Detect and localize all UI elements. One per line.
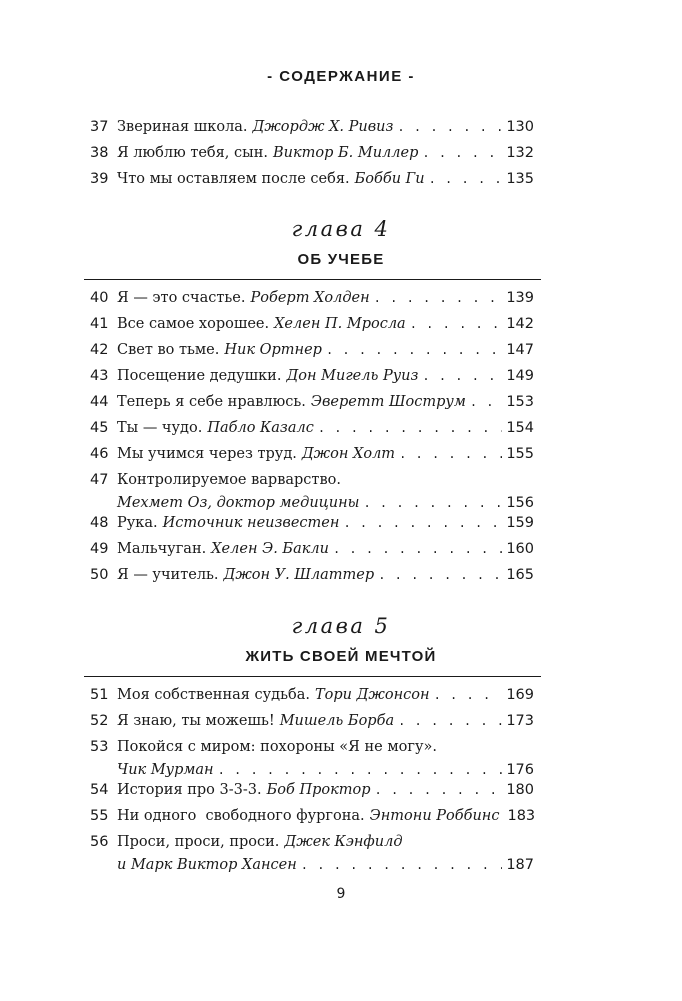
entry-page: 130 — [506, 119, 534, 135]
entry-page: 153 — [506, 394, 534, 410]
entry-page: 187 — [506, 857, 534, 873]
entry-number: 41 — [90, 316, 109, 332]
dot-leader — [422, 367, 502, 385]
entry-page: 173 — [506, 713, 534, 729]
entry-author: Боб Проктор — [266, 782, 371, 798]
entry-author-continued: и Марк Виктор Хансен — [117, 857, 297, 873]
entry-page: 155 — [506, 446, 534, 462]
entry-number: 54 — [90, 782, 109, 798]
entry-number: 40 — [90, 290, 109, 306]
entry-author: Источник неизвестен — [162, 515, 340, 531]
dot-leader — [397, 118, 502, 136]
entry-page: 154 — [506, 420, 534, 436]
toc-entry-56[interactable] — [90, 833, 534, 874]
toc-entry-38[interactable] — [90, 144, 534, 162]
dot-leader — [398, 712, 502, 730]
entry-title: Покойся с миром: похороны «Я не могу». — [117, 739, 437, 755]
toc-entry-50[interactable] — [90, 566, 534, 584]
chapter-4-divider — [84, 279, 541, 280]
toc-entry-40[interactable] — [90, 289, 534, 307]
entry-number: 38 — [90, 145, 109, 161]
toc-entry-52[interactable] — [90, 712, 534, 730]
dot-leader — [434, 686, 503, 704]
chapter-4-name: ОБ УЧЕБЕ — [297, 251, 385, 268]
entry-author: Джон Холт — [301, 446, 396, 462]
chapter-5-name: ЖИТЬ СВОЕЙ МЕЧТОЙ — [245, 648, 437, 665]
entry-title: Что мы оставляем после себя. — [117, 171, 350, 187]
entry-title: Рука. — [117, 515, 158, 531]
entry-number: 52 — [90, 713, 109, 729]
chapter-5-label: глава 5 — [291, 614, 391, 638]
entry-author: Пабло Казалс — [207, 420, 314, 436]
entry-number: 53 — [90, 739, 109, 755]
entry-title: Контролируемое варварство. — [117, 472, 341, 488]
entry-page: 159 — [506, 515, 534, 531]
entry-title: Звериная школа. — [117, 119, 248, 135]
entry-author: Эверетт Шострум — [310, 394, 466, 410]
entry-number: 42 — [90, 342, 109, 358]
entry-number: 48 — [90, 515, 109, 531]
entry-title: Я люблю тебя, сын. — [117, 145, 268, 161]
entry-page: 165 — [506, 567, 534, 583]
toc-entry-48[interactable] — [90, 514, 534, 532]
entry-title: Я — это счастье. — [117, 290, 246, 306]
entry-title: Моя собственная судьба. — [117, 687, 310, 703]
dot-leader — [470, 393, 502, 411]
toc-entry-47[interactable] — [90, 471, 534, 512]
entry-number: 49 — [90, 541, 109, 557]
entry-number: 45 — [90, 420, 109, 436]
dot-leader — [326, 341, 502, 359]
toc-entry-42[interactable] — [90, 341, 534, 359]
entry-page: 147 — [506, 342, 534, 358]
entry-page: 156 — [506, 495, 534, 511]
entry-number: 46 — [90, 446, 109, 462]
dot-leader — [363, 494, 502, 512]
toc-entry-45[interactable] — [90, 419, 534, 437]
dot-leader — [218, 761, 503, 779]
entry-page: 183 — [507, 808, 536, 824]
entry-page: 160 — [506, 541, 534, 557]
entry-number: 51 — [90, 687, 109, 703]
entry-author: Хелен Э. Бакли — [211, 541, 329, 557]
entry-number: 43 — [90, 368, 109, 384]
entry-author: Хелен П. Мросла — [274, 316, 406, 332]
entry-author: Ник Ортнер — [224, 342, 322, 358]
entry-title: Я знаю, ты можешь! — [117, 713, 275, 729]
toc-entry-37[interactable] — [90, 118, 534, 136]
dot-leader — [333, 540, 502, 558]
entry-number: 39 — [90, 171, 109, 187]
entry-author: Мишель Борба — [279, 713, 395, 729]
entry-author: Роберт Холден — [250, 290, 370, 306]
toc-entry-54[interactable] — [90, 781, 534, 799]
toc-entry-49[interactable] — [90, 540, 534, 558]
entry-page: 176 — [506, 762, 534, 778]
toc-entry-39[interactable] — [90, 170, 534, 188]
entry-page: 132 — [506, 145, 534, 161]
entry-page: 169 — [506, 687, 534, 703]
entry-number: 37 — [90, 119, 109, 135]
dot-leader — [343, 514, 502, 532]
entry-title: Проси, проси, проси. — [117, 834, 280, 850]
entry-title: Все самое хорошее. — [117, 316, 270, 332]
entry-title: История про 3-3-3. — [117, 782, 262, 798]
toc-entry-41[interactable] — [90, 315, 534, 333]
entry-page: 139 — [506, 290, 534, 306]
chapter-5-divider — [84, 676, 541, 677]
dot-leader — [318, 419, 503, 437]
dot-leader — [422, 144, 502, 162]
entry-page: 142 — [506, 316, 534, 332]
entry-number: 50 — [90, 567, 109, 583]
toc-entry-44[interactable] — [90, 393, 534, 411]
entry-number: 47 — [90, 472, 109, 488]
entry-author: Джордж Х. Ривиз — [252, 119, 394, 135]
entry-page: 180 — [506, 782, 534, 798]
page-header: - СОДЕРЖАНИЕ - — [267, 68, 415, 85]
entry-author: Чик Мурман — [117, 762, 214, 778]
entry-number: 55 — [90, 808, 109, 824]
entry-title: Мальчуган. — [117, 541, 207, 557]
entry-author: Виктор Б. Миллер — [272, 145, 419, 161]
toc-entry-43[interactable] — [90, 367, 534, 385]
entry-author: Мехмет Оз, доктор медицины — [117, 495, 360, 511]
toc-entry-46[interactable] — [90, 445, 534, 463]
entry-title: Я — учитель. — [117, 567, 219, 583]
toc-entry-55[interactable] — [90, 807, 534, 825]
entry-number: 44 — [90, 394, 109, 410]
entry-title: Ты — чудо. — [117, 420, 203, 436]
entry-author: Тори Джонсон — [315, 687, 430, 703]
entry-title: Ни одного свободного фургона. — [117, 808, 365, 824]
dot-leader — [378, 566, 502, 584]
entry-author: Дон Мигель Руиз — [286, 368, 419, 384]
entry-author: Энтони Роббинс — [369, 808, 500, 824]
page-number: 9 — [336, 886, 346, 902]
entry-title: Посещение дедушки. — [117, 368, 282, 384]
dot-leader — [375, 781, 503, 799]
entry-number: 56 — [90, 834, 109, 850]
entry-author: Джон У. Шлаттер — [223, 567, 375, 583]
dot-leader — [374, 289, 503, 307]
dot-leader — [301, 856, 503, 874]
dot-leader — [399, 445, 502, 463]
entry-author: Джек Кэнфилд — [284, 834, 403, 850]
entry-page: 149 — [506, 368, 534, 384]
entry-page: 135 — [506, 171, 534, 187]
entry-title: Мы учимся через труд. — [117, 446, 297, 462]
chapter-4-label: глава 4 — [291, 217, 391, 241]
dot-leader — [429, 170, 503, 188]
toc-entry-53[interactable] — [90, 738, 534, 779]
entry-author: Бобби Ги — [354, 171, 425, 187]
dot-leader — [410, 315, 503, 333]
toc-entry-51[interactable] — [90, 686, 534, 704]
entry-title: Теперь я себе нравлюсь. — [117, 394, 306, 410]
entry-title: Свет во тьме. — [117, 342, 220, 358]
